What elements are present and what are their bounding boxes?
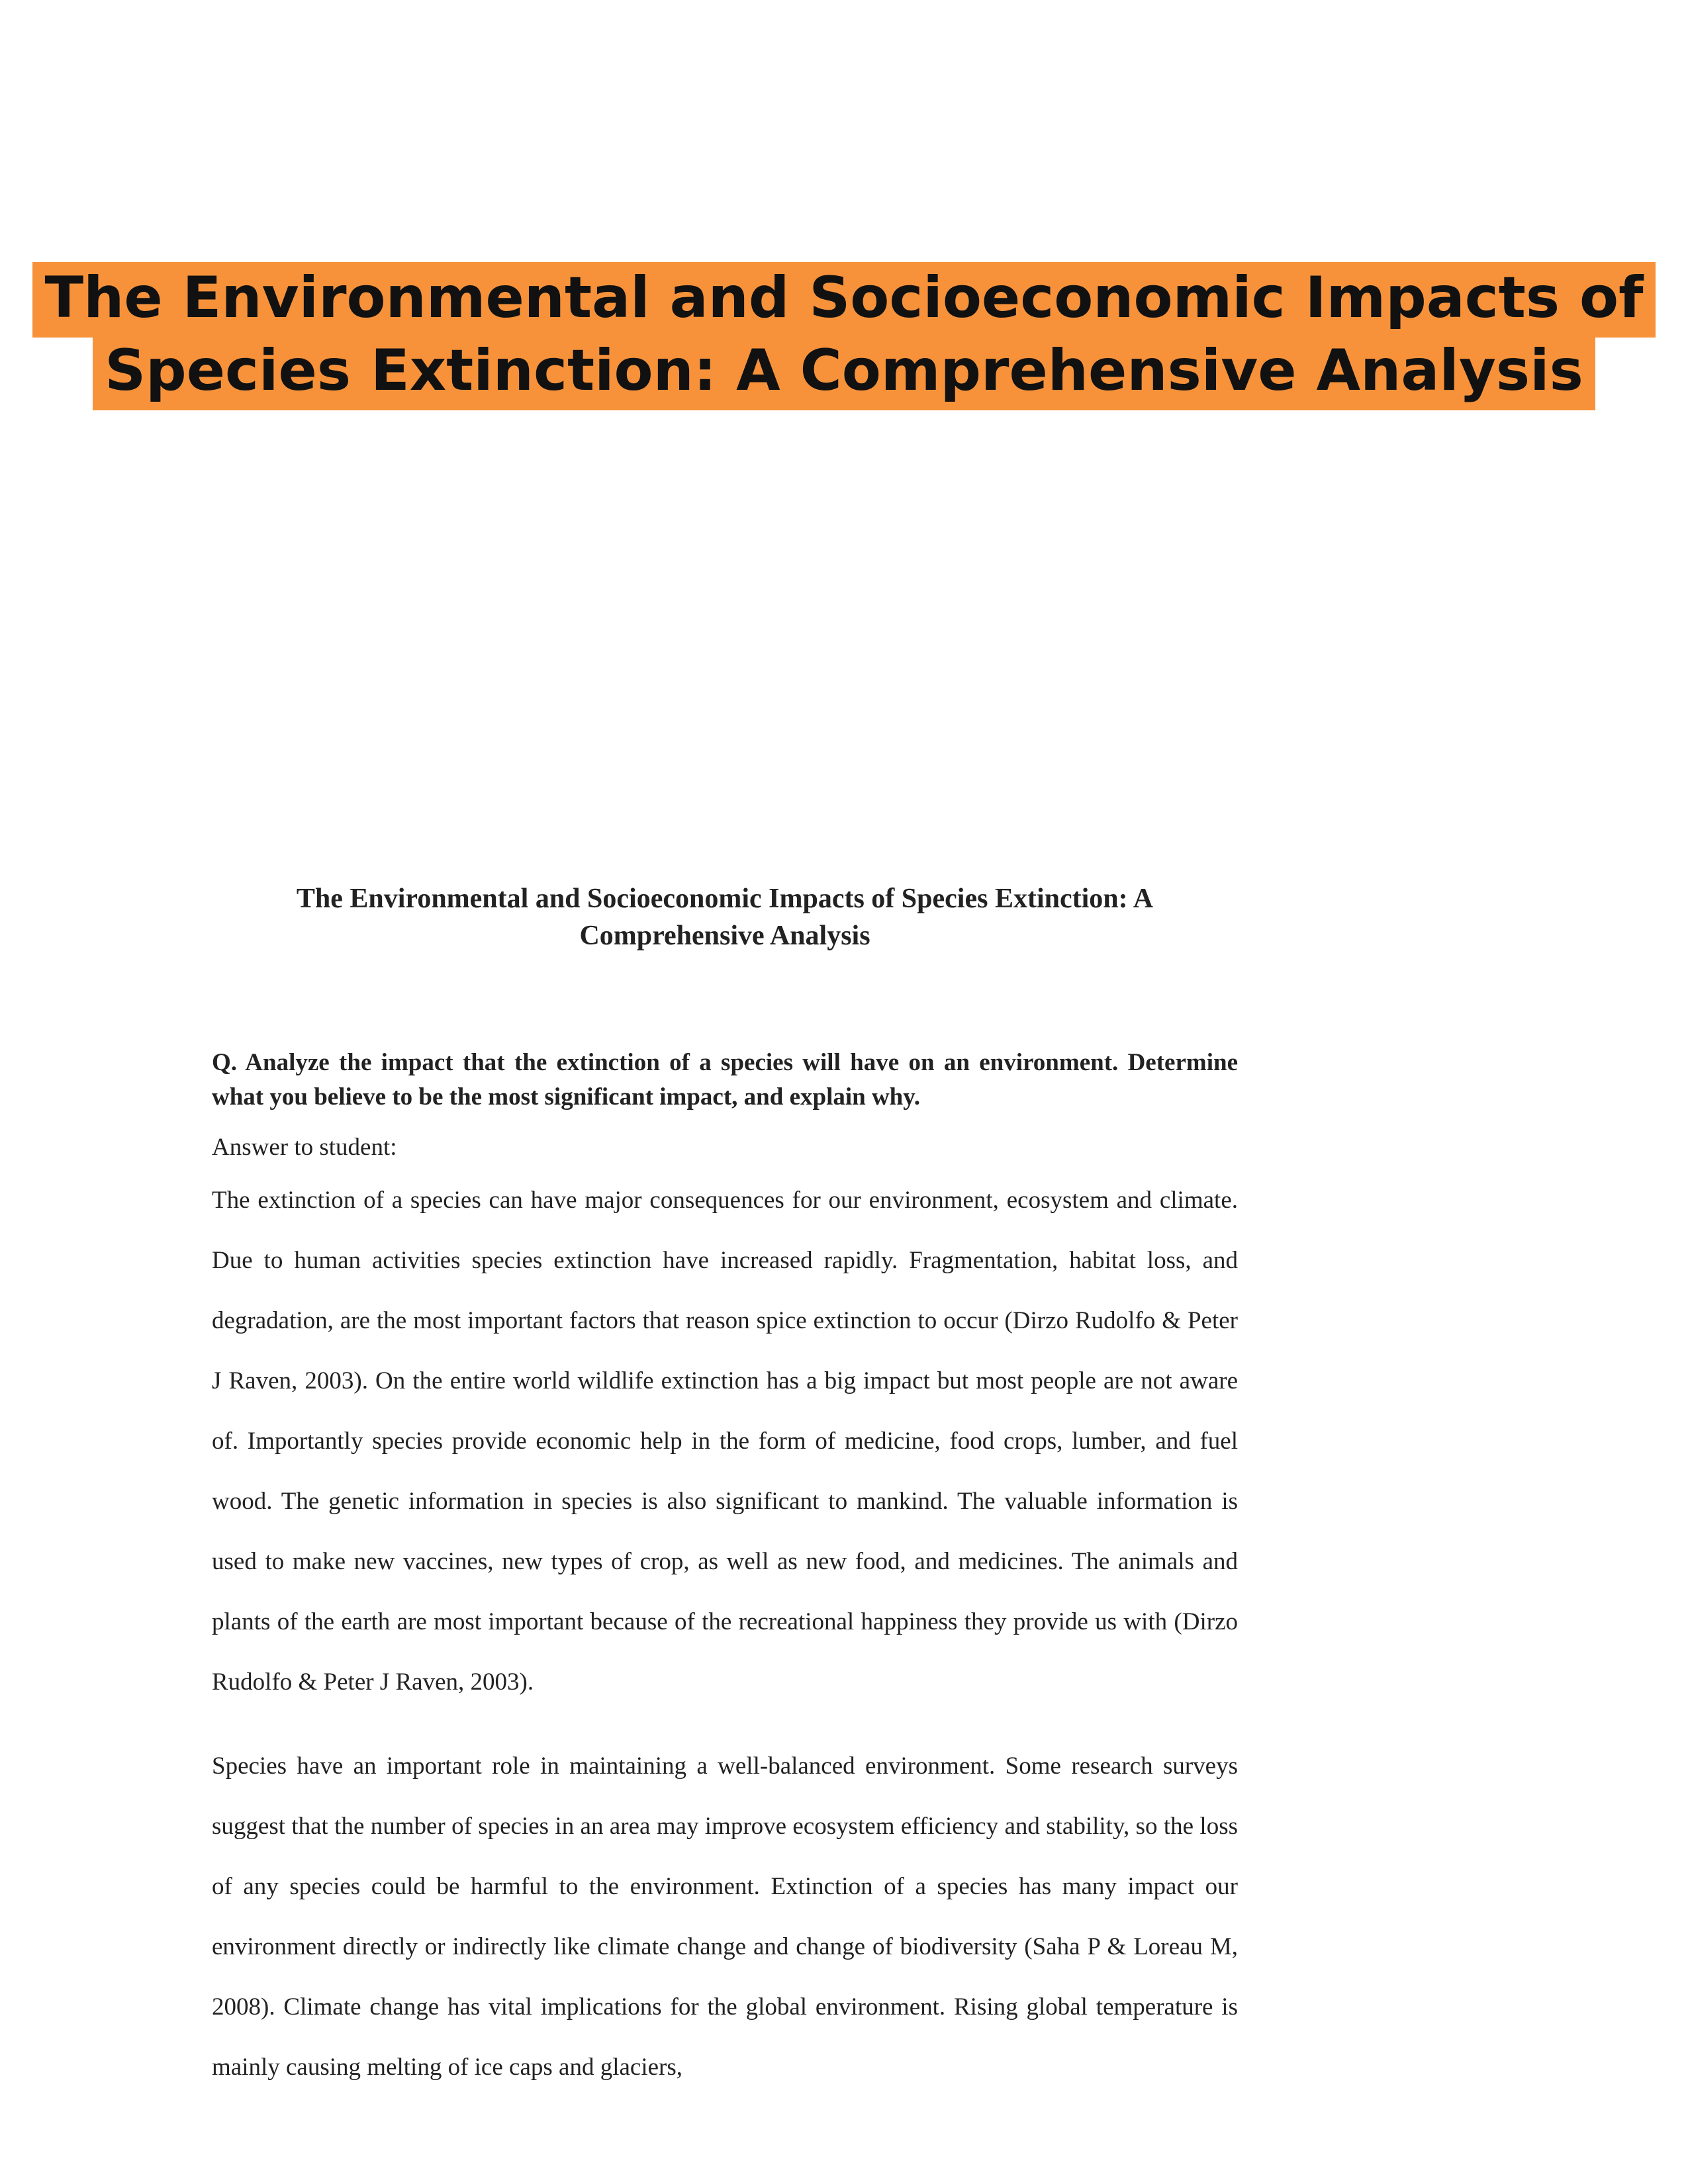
banner-title-line-2: Species Extinction: A Comprehensive Analysis xyxy=(93,335,1595,410)
document-page-preview xyxy=(212,880,1238,2097)
answer-label: Answer to student: xyxy=(212,1134,397,1161)
question-text: Q. Analyze the impact that the extinction of a species will have on an environment. Determine what you believe to be the most significant impact, and explain why. xyxy=(212,1049,1238,1111)
document-title: The Environmental and Socioeconomic Impacts of Species Extinction: A Comprehensive Analysis xyxy=(296,884,1154,951)
highlighted-title-banner xyxy=(0,261,1688,407)
body-paragraph-1: The extinction of a species can have major consequences for our environment, ecosystem and climate. Due to human activities species extinction have increased rapidly. Fragmentation, habitat loss, and degradation, are the most important factors that reason spice extinction to occur (Dirzo Rudolfo & Peter J Raven, 2003). On the entire world wildlife extinction has a big impact but most people are not aware of. Importantly species provide economic help in the form of medicine, food crops, lumber, and fuel wood. The genetic information in species is also significant to mankind. The valuable information is used to make new vaccines, new types of crop, as well as new food, and medicines. The animals and plants of the earth are most important because of the recreational happiness they provide us with (Dirzo Rudolfo & Peter J Raven, 2003). xyxy=(212,1187,1238,1696)
banner-line-2 xyxy=(0,334,1688,407)
banner-line-1 xyxy=(0,261,1688,334)
body-paragraph-2: Species have an important role in maintaining a well-balanced environment. Some research surveys suggest that the number of species in an area may improve ecosystem efficiency and stability, so the loss of any species could be harmful to the environment. Extinction of a species has many impact our environment directly or indirectly like climate change and change of biodiversity (Saha P & Loreau M, 2008). Climate change has vital implications for the global environment. Rising global temperature is mainly causing melting of ice caps and glaciers, xyxy=(212,1752,1238,2081)
banner-title-line-1: The Environmental and Socioeconomic Impacts of xyxy=(32,262,1655,338)
